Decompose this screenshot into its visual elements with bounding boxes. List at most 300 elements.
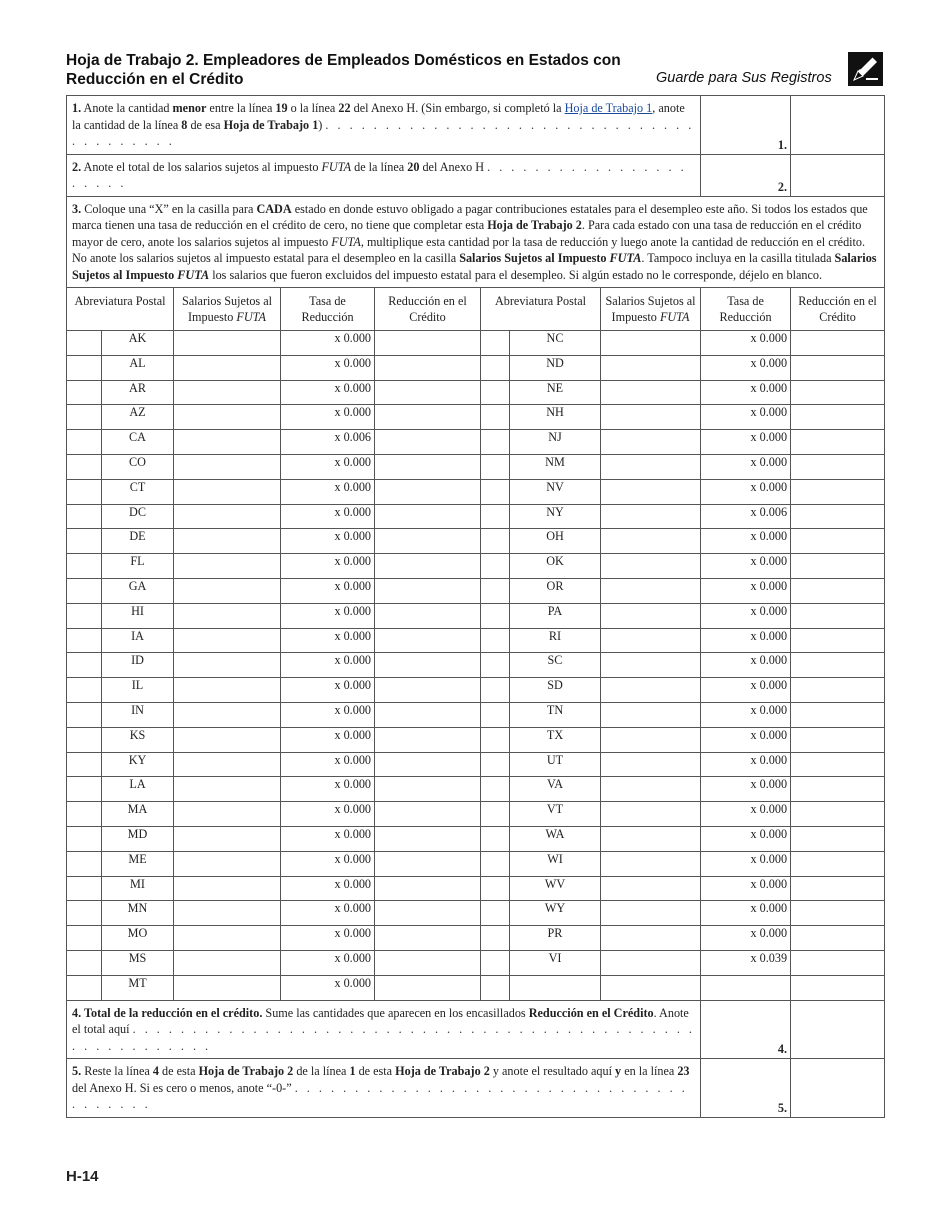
state-abbr: AR (102, 380, 174, 405)
wages-input[interactable] (601, 603, 701, 628)
line-2-text: 2. Anote el total de los salarios sujetos al impuesto FUTA de la línea 20 del Anexo H . . . . . . . . . . . . . . . . . . . . . . (67, 154, 701, 196)
rate-value: x 0.000 (701, 901, 791, 926)
wages-input[interactable] (601, 752, 701, 777)
page-title: Hoja de Trabajo 2. Empleadores de Empleados Domésticos en Estados con Reducción en el Crédito (66, 52, 621, 88)
wages-input[interactable] (174, 380, 281, 405)
wages-input[interactable] (174, 975, 281, 1000)
state-checkbox[interactable] (481, 727, 510, 752)
state-abbr: MI (102, 876, 174, 901)
credit-input[interactable] (375, 901, 481, 926)
state-abbr: NM (510, 454, 601, 479)
state-abbr: MO (102, 926, 174, 951)
line-1-label: 1. (701, 96, 791, 155)
rate-value: x 0.000 (701, 603, 791, 628)
state-checkbox[interactable] (67, 430, 102, 455)
credit-input[interactable] (791, 331, 885, 356)
rate-value: x 0.000 (281, 678, 375, 703)
state-checkbox[interactable] (481, 331, 510, 356)
credit-input[interactable] (375, 380, 481, 405)
rate-value: x 0.000 (701, 380, 791, 405)
rate-value: x 0.000 (701, 331, 791, 356)
wages-input[interactable] (601, 901, 701, 926)
state-checkbox[interactable] (67, 454, 102, 479)
keep-for-records-note: Guarde para Sus Registros (656, 70, 832, 86)
credit-input[interactable] (791, 430, 885, 455)
rate-value: x 0.000 (281, 529, 375, 554)
credit-input[interactable] (375, 578, 481, 603)
state-checkbox[interactable] (481, 678, 510, 703)
rate-value: x 0.000 (281, 380, 375, 405)
credit-input[interactable] (375, 926, 481, 951)
worksheet-1-link[interactable]: Hoja de Trabajo 1 (564, 101, 653, 115)
state-checkbox[interactable] (481, 603, 510, 628)
rate-value: x 0.000 (281, 876, 375, 901)
wages-input[interactable] (601, 950, 701, 975)
rate-value: x 0.000 (281, 603, 375, 628)
state-abbr: UT (510, 752, 601, 777)
rate-value: x 0.000 (281, 950, 375, 975)
wages-input[interactable] (174, 529, 281, 554)
credit-input[interactable] (791, 901, 885, 926)
state-checkbox[interactable] (67, 802, 102, 827)
state-checkbox[interactable] (67, 851, 102, 876)
credit-input[interactable] (791, 950, 885, 975)
state-row (67, 702, 885, 727)
credit-input[interactable] (375, 554, 481, 579)
wages-input[interactable] (601, 926, 701, 951)
credit-input[interactable] (375, 876, 481, 901)
wages-input[interactable] (601, 802, 701, 827)
state-abbr: ID (102, 653, 174, 678)
state-abbr: IA (102, 628, 174, 653)
credit-input[interactable] (791, 777, 885, 802)
line-1-row (67, 96, 885, 155)
rate-value: x 0.039 (701, 950, 791, 975)
state-abbr: NY (510, 504, 601, 529)
state-checkbox[interactable] (481, 430, 510, 455)
wages-input[interactable] (601, 554, 701, 579)
state-checkbox[interactable] (67, 975, 102, 1000)
state-abbr: SC (510, 653, 601, 678)
wages-input[interactable] (174, 554, 281, 579)
credit-input[interactable] (791, 752, 885, 777)
state-row (67, 554, 885, 579)
state-abbr: ME (102, 851, 174, 876)
state-checkbox[interactable] (481, 504, 510, 529)
state-checkbox[interactable] (481, 901, 510, 926)
rate-value: x 0.000 (281, 926, 375, 951)
wages-input[interactable] (601, 851, 701, 876)
state-checkbox[interactable] (481, 628, 510, 653)
state-abbr: IL (102, 678, 174, 703)
credit-input[interactable] (375, 777, 481, 802)
credit-input[interactable] (791, 802, 885, 827)
line-4-amount[interactable] (791, 1000, 885, 1059)
state-row (67, 430, 885, 455)
credit-input[interactable] (791, 826, 885, 851)
state-abbr: NC (510, 331, 601, 356)
state-abbr: MT (102, 975, 174, 1000)
wages-input[interactable] (174, 331, 281, 356)
credit-input[interactable] (375, 826, 481, 851)
credit-input[interactable] (375, 950, 481, 975)
rate-value: x 0.000 (701, 727, 791, 752)
rate-value: x 0.000 (281, 901, 375, 926)
state-abbr: OR (510, 578, 601, 603)
credit-input[interactable] (791, 554, 885, 579)
state-checkbox[interactable] (67, 702, 102, 727)
state-checkbox[interactable] (67, 876, 102, 901)
rate-value: x 0.000 (701, 554, 791, 579)
credit-input[interactable] (791, 628, 885, 653)
state-abbr: TX (510, 727, 601, 752)
header-wages-right: Salarios Sujetos al Impuesto FUTA (601, 288, 701, 331)
state-row (67, 653, 885, 678)
page-number: H-14 (66, 1168, 99, 1185)
state-checkbox[interactable] (67, 727, 102, 752)
state-abbr: GA (102, 578, 174, 603)
wages-input[interactable] (174, 752, 281, 777)
state-checkbox[interactable] (67, 504, 102, 529)
state-abbr: ND (510, 355, 601, 380)
state-abbr: DE (102, 529, 174, 554)
state-row (67, 479, 885, 504)
credit-input[interactable] (791, 380, 885, 405)
rate-value: x 0.000 (281, 479, 375, 504)
rate-value: x 0.000 (281, 702, 375, 727)
credit-input[interactable] (791, 876, 885, 901)
state-checkbox[interactable] (67, 653, 102, 678)
state-abbr: CT (102, 479, 174, 504)
state-checkbox[interactable] (67, 777, 102, 802)
wages-input[interactable] (174, 628, 281, 653)
state-abbr: IN (102, 702, 174, 727)
worksheet-table (66, 95, 885, 1118)
state-row (67, 876, 885, 901)
wages-input[interactable] (601, 479, 701, 504)
rate-value: x 0.000 (701, 578, 791, 603)
rate-value: x 0.000 (281, 454, 375, 479)
state-checkbox[interactable] (481, 578, 510, 603)
rate-value: x 0.000 (281, 628, 375, 653)
wages-input[interactable] (601, 702, 701, 727)
wages-input[interactable] (174, 926, 281, 951)
credit-input[interactable] (375, 331, 481, 356)
state-row (67, 380, 885, 405)
state-abbr: LA (102, 777, 174, 802)
state-checkbox[interactable] (67, 603, 102, 628)
wages-input[interactable] (174, 901, 281, 926)
state-abbr: NV (510, 479, 601, 504)
column-headers (67, 288, 885, 331)
wages-input[interactable] (601, 628, 701, 653)
line-4-row (67, 1000, 885, 1059)
wages-input[interactable] (601, 826, 701, 851)
wages-input[interactable] (174, 826, 281, 851)
credit-input[interactable] (375, 529, 481, 554)
state-checkbox[interactable] (67, 529, 102, 554)
credit-input[interactable] (791, 479, 885, 504)
state-checkbox[interactable] (67, 355, 102, 380)
rate-value: x 0.000 (281, 653, 375, 678)
line-5-text: 5. Reste la línea 4 de esta Hoja de Trabajo 2 de la línea 1 de esta Hoja de Trabajo 2 y anote el resultado aquí y en la línea 23 del Anexo H. Si es cero o menos, anote “-0-” . . . . . . . . . . . . . . . . . . . . . . . . . . . . . . . . . . . . . . . . (67, 1059, 701, 1118)
credit-input (791, 975, 885, 1000)
state-checkbox[interactable] (67, 628, 102, 653)
wages-input[interactable] (174, 430, 281, 455)
wages-input[interactable] (601, 727, 701, 752)
wages-input[interactable] (601, 678, 701, 703)
rate-value: x 0.000 (701, 405, 791, 430)
credit-input[interactable] (791, 851, 885, 876)
rate-value: x 0.000 (701, 678, 791, 703)
state-abbr: OK (510, 554, 601, 579)
wages-input[interactable] (174, 653, 281, 678)
state-checkbox[interactable] (481, 777, 510, 802)
credit-input[interactable] (375, 851, 481, 876)
rate-value: x 0.000 (281, 331, 375, 356)
state-abbr: FL (102, 554, 174, 579)
state-row (67, 826, 885, 851)
wages-input[interactable] (174, 454, 281, 479)
wages-input[interactable] (174, 479, 281, 504)
state-checkbox[interactable] (481, 380, 510, 405)
state-row (67, 975, 885, 1000)
wages-input[interactable] (601, 355, 701, 380)
wages-input[interactable] (601, 331, 701, 356)
wages-input[interactable] (601, 504, 701, 529)
state-abbr: RI (510, 628, 601, 653)
state-abbr: NE (510, 380, 601, 405)
rate-value: x 0.000 (281, 802, 375, 827)
wages-input[interactable] (174, 578, 281, 603)
credit-input[interactable] (791, 454, 885, 479)
line-2-label: 2. (701, 154, 791, 196)
state-abbr (510, 975, 601, 1000)
credit-input[interactable] (791, 405, 885, 430)
credit-input[interactable] (375, 975, 481, 1000)
credit-input[interactable] (375, 454, 481, 479)
credit-input[interactable] (791, 727, 885, 752)
rate-value: x 0.000 (281, 405, 375, 430)
credit-input[interactable] (375, 802, 481, 827)
state-checkbox[interactable] (67, 950, 102, 975)
state-checkbox[interactable] (481, 479, 510, 504)
wages-input[interactable] (601, 454, 701, 479)
wages-input[interactable] (174, 678, 281, 703)
state-abbr: DC (102, 504, 174, 529)
state-abbr: AL (102, 355, 174, 380)
rate-value: x 0.000 (281, 727, 375, 752)
wages-input[interactable] (174, 603, 281, 628)
state-checkbox[interactable] (67, 380, 102, 405)
state-abbr: VT (510, 802, 601, 827)
state-checkbox[interactable] (67, 578, 102, 603)
credit-input[interactable] (375, 678, 481, 703)
line-1-amount[interactable] (791, 96, 885, 155)
state-abbr: MN (102, 901, 174, 926)
credit-input[interactable] (791, 678, 885, 703)
wages-input[interactable] (601, 578, 701, 603)
wages-input[interactable] (601, 430, 701, 455)
state-checkbox[interactable] (481, 529, 510, 554)
state-row (67, 405, 885, 430)
state-abbr: WY (510, 901, 601, 926)
rate-value: x 0.000 (701, 628, 791, 653)
state-abbr: OH (510, 529, 601, 554)
line-4-label: 4. (701, 1000, 791, 1059)
state-abbr: AZ (102, 405, 174, 430)
state-abbr: WA (510, 826, 601, 851)
state-checkbox[interactable] (67, 405, 102, 430)
wages-input (601, 975, 701, 1000)
line-5-label: 5. (701, 1059, 791, 1118)
credit-input[interactable] (375, 603, 481, 628)
state-checkbox[interactable] (67, 826, 102, 851)
state-checkbox[interactable] (481, 752, 510, 777)
state-row (67, 603, 885, 628)
rate-value: x 0.000 (701, 702, 791, 727)
state-checkbox[interactable] (67, 678, 102, 703)
rate-value: x 0.000 (701, 430, 791, 455)
credit-input[interactable] (791, 355, 885, 380)
wages-input[interactable] (174, 777, 281, 802)
credit-input[interactable] (375, 653, 481, 678)
state-row (67, 851, 885, 876)
state-abbr: HI (102, 603, 174, 628)
credit-input[interactable] (375, 727, 481, 752)
header-credit-left: Reducción en el Crédito (375, 288, 481, 331)
wages-input[interactable] (174, 851, 281, 876)
wages-input[interactable] (174, 702, 281, 727)
credit-input[interactable] (791, 653, 885, 678)
line-3-row (67, 196, 885, 288)
rate-value: x 0.000 (701, 653, 791, 678)
credit-input[interactable] (791, 529, 885, 554)
line-5-amount[interactable] (791, 1059, 885, 1118)
state-checkbox[interactable] (481, 405, 510, 430)
state-checkbox[interactable] (481, 702, 510, 727)
line-1-text: 1. Anote la cantidad menor entre la línea 19 o la línea 22 del Anexo H. (Sin embargo, si completó la Hoja de Trabajo 1, anote la cantidad de la línea 8 de esa Hoja de Trabajo 1) . . . . . . . . . . . . . . . . . . . . . . . . . . . . . . . . . . . . . . . . (67, 96, 701, 155)
state-checkbox (481, 975, 510, 1000)
state-row (67, 578, 885, 603)
state-row (67, 802, 885, 827)
state-checkbox[interactable] (481, 355, 510, 380)
state-row (67, 950, 885, 975)
wages-input[interactable] (174, 727, 281, 752)
state-row (67, 901, 885, 926)
wages-input[interactable] (601, 777, 701, 802)
rate-value: x 0.000 (281, 826, 375, 851)
state-checkbox[interactable] (67, 926, 102, 951)
state-rows (67, 331, 885, 1001)
state-abbr: NJ (510, 430, 601, 455)
state-abbr: TN (510, 702, 601, 727)
rate-value (701, 975, 791, 1000)
state-row (67, 678, 885, 703)
line-4-text: 4. Total de la reducción en el crédito. Sume las cantidades que aparecen en los encasillados Reducción en el Crédito. Anote el total aquí . . . . . . . . . . . . . . . . . . . . . . . . . . . . . . . . . . . . . . . . . . . . . . . . . . . . . . . . . . . (67, 1000, 701, 1059)
state-checkbox[interactable] (67, 479, 102, 504)
line-2-amount[interactable] (791, 154, 885, 196)
wages-input[interactable] (174, 802, 281, 827)
credit-input[interactable] (791, 578, 885, 603)
state-abbr: VA (510, 777, 601, 802)
state-abbr: VI (510, 950, 601, 975)
state-row (67, 777, 885, 802)
rate-value: x 0.006 (701, 504, 791, 529)
state-row (67, 355, 885, 380)
state-checkbox[interactable] (481, 802, 510, 827)
state-checkbox[interactable] (67, 331, 102, 356)
rate-value: x 0.000 (701, 479, 791, 504)
credit-input[interactable] (375, 405, 481, 430)
state-checkbox[interactable] (481, 826, 510, 851)
header-wages-left: Salarios Sujetos al Impuesto FUTA (174, 288, 281, 331)
header-credit-right: Reducción en el Crédito (791, 288, 885, 331)
state-abbr: WI (510, 851, 601, 876)
rate-value: x 0.000 (701, 529, 791, 554)
credit-input[interactable] (375, 752, 481, 777)
credit-input[interactable] (375, 430, 481, 455)
state-abbr: PR (510, 926, 601, 951)
state-checkbox[interactable] (67, 901, 102, 926)
wages-input[interactable] (174, 355, 281, 380)
state-row (67, 727, 885, 752)
state-abbr: AK (102, 331, 174, 356)
state-abbr: MS (102, 950, 174, 975)
line-5-row (67, 1059, 885, 1118)
state-checkbox[interactable] (67, 752, 102, 777)
header-abbr-left: Abreviatura Postal (67, 288, 174, 331)
state-checkbox[interactable] (481, 950, 510, 975)
state-checkbox[interactable] (481, 653, 510, 678)
wages-input[interactable] (601, 380, 701, 405)
state-abbr: MD (102, 826, 174, 851)
credit-input[interactable] (791, 603, 885, 628)
rate-value: x 0.000 (701, 876, 791, 901)
rate-value: x 0.000 (281, 578, 375, 603)
credit-input[interactable] (375, 628, 481, 653)
state-abbr: KS (102, 727, 174, 752)
credit-input[interactable] (375, 702, 481, 727)
wages-input[interactable] (174, 950, 281, 975)
wages-input[interactable] (601, 876, 701, 901)
state-checkbox[interactable] (67, 554, 102, 579)
credit-input[interactable] (791, 504, 885, 529)
header-rate-right: Tasa de Reducción (701, 288, 791, 331)
wages-input[interactable] (601, 529, 701, 554)
wages-input[interactable] (174, 405, 281, 430)
state-row (67, 454, 885, 479)
rate-value: x 0.000 (701, 355, 791, 380)
rate-value: x 0.000 (701, 926, 791, 951)
wages-input[interactable] (174, 876, 281, 901)
rate-value: x 0.000 (701, 454, 791, 479)
state-checkbox[interactable] (481, 554, 510, 579)
state-checkbox[interactable] (481, 454, 510, 479)
credit-input[interactable] (791, 702, 885, 727)
wages-input[interactable] (601, 405, 701, 430)
credit-input[interactable] (375, 504, 481, 529)
state-checkbox[interactable] (481, 851, 510, 876)
credit-input[interactable] (791, 926, 885, 951)
state-checkbox[interactable] (481, 876, 510, 901)
wages-input[interactable] (601, 653, 701, 678)
credit-input[interactable] (375, 479, 481, 504)
rate-value: x 0.000 (281, 752, 375, 777)
credit-input[interactable] (375, 355, 481, 380)
wages-input[interactable] (174, 504, 281, 529)
state-checkbox[interactable] (481, 926, 510, 951)
